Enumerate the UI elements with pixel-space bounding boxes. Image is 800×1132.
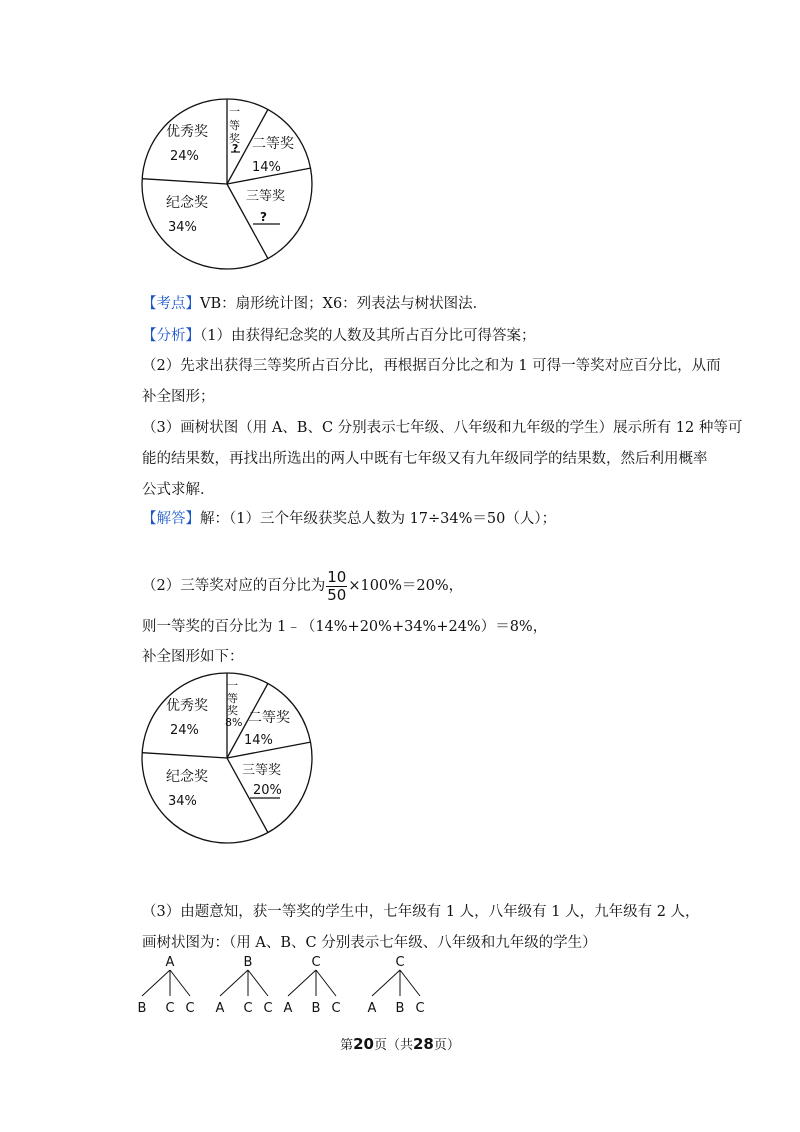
tree-root: B <box>243 955 253 970</box>
label-first-c2: 等 <box>227 692 238 705</box>
tree-leaf: C <box>415 1001 425 1016</box>
tree-leaf: B <box>137 1001 147 1016</box>
page-footer <box>0 1034 800 1053</box>
tree-1 <box>138 955 195 1016</box>
label-third-unknown: ? <box>260 210 267 224</box>
tree-branch <box>288 970 316 996</box>
label-second-pct: 14% <box>252 160 281 175</box>
label-first-pct: 8% <box>225 716 243 729</box>
kaodian-line <box>142 294 487 314</box>
label-second-pct: 14% <box>244 733 273 748</box>
label-third: 三等奖 <box>246 189 286 204</box>
label-first-c3: 奖 <box>227 704 238 717</box>
jieda-line-2b: 则一等奖的百分比为 1﹣（14%+20%+34%+24%）＝8%， <box>142 619 548 635</box>
fenxi-line-1 <box>142 326 535 346</box>
label-first-c2: 等 <box>229 119 240 132</box>
label-second: 二等奖 <box>248 710 290 726</box>
label-second: 二等奖 <box>252 136 294 152</box>
tree-leaf: C <box>185 1001 195 1016</box>
fraction-denominator: 50 <box>327 585 347 604</box>
fenxi-line-3b: 能的结果数，再找出所选出的两人中既有七年级又有九年级同学的结果数，然后利用概率 <box>142 451 708 467</box>
tree-branch <box>170 970 190 996</box>
jieda-tag: 【解答】 <box>142 511 200 527</box>
label-third-pct: 20% <box>253 783 282 798</box>
fenxi-line-3c: 公式求解． <box>142 482 215 498</box>
tree-3 <box>284 955 341 1016</box>
tree-leaf: A <box>367 1001 377 1016</box>
jieda-line-2 <box>142 568 463 604</box>
tree-leaf: C <box>243 1001 253 1016</box>
tree-branch <box>142 970 170 996</box>
jieda-line-3b: 画树状图为：（用 A、B、C 分别表示七年级、八年级和九年级的学生） <box>142 935 597 951</box>
footer-post: 页） <box>433 1038 460 1053</box>
fenxi-line-2a: （2）先求出获得三等奖所占百分比，再根据百分比之和为 1 可得一等奖对应百分比，从而 <box>142 358 721 374</box>
label-commemorative: 纪念奖 <box>166 195 208 211</box>
pie-chart-completed <box>140 668 320 848</box>
label-first-unknown: ? <box>232 142 239 155</box>
tree-leaf: B <box>395 1001 405 1016</box>
kaodian-tag: 【考点】 <box>142 296 200 312</box>
tree-leaf: C <box>331 1001 341 1016</box>
footer-page-number: 20 <box>353 1035 374 1053</box>
label-commemorative-pct: 34% <box>168 794 197 809</box>
jieda-line-3a: （3）由题意知，获一等奖的学生中，七年级有 1 人，八年级有 1 人，九年级有 2 人， <box>142 904 700 920</box>
label-commemorative: 纪念奖 <box>166 769 208 785</box>
label-excellent: 优秀奖 <box>166 698 208 714</box>
label-first-c1: 一 <box>227 679 238 692</box>
jieda-2-post: ×100%＝20%， <box>348 578 464 594</box>
tree-branch <box>400 970 420 996</box>
tree-leaf: C <box>165 1001 175 1016</box>
tree-root: C <box>311 955 321 970</box>
fenxi-line-2b: 补全图形； <box>142 389 215 405</box>
tree-branch <box>220 970 248 996</box>
label-excellent: 优秀奖 <box>166 124 208 140</box>
tree-branch <box>248 970 268 996</box>
jieda-line-2c: 补全图形如下： <box>142 649 244 665</box>
label-first-c3: 奖 <box>229 132 240 145</box>
tree-leaf: C <box>263 1001 273 1016</box>
tree-4 <box>368 955 425 1016</box>
fenxi-line-3a: （3）画树状图（用 A、B、C 分别表示七年级、八年级和九年级的学生）展示所有 12 种等可 <box>142 420 743 436</box>
jieda-line-1 <box>142 509 556 529</box>
label-first-c1: 一 <box>229 105 240 118</box>
footer-total-pages: 28 <box>413 1035 434 1053</box>
pie-chart-original <box>140 94 320 274</box>
label-excellent-pct: 24% <box>170 149 199 164</box>
label-excellent-pct: 24% <box>170 723 199 738</box>
tree-root: A <box>165 955 175 970</box>
fraction <box>326 569 347 604</box>
footer-pre: 第 <box>340 1038 354 1053</box>
jieda-part-1: 解：（1）三个年级获奖总人数为 17÷34%＝50（人）； <box>200 511 557 527</box>
tree-2 <box>216 955 273 1016</box>
tree-diagrams <box>130 954 450 1020</box>
fraction-numerator: 10 <box>327 567 347 586</box>
kaodian-body: VB：扇形统计图；X6：列表法与树状图法． <box>200 296 488 312</box>
tree-leaf: B <box>311 1001 321 1016</box>
tree-branch <box>316 970 336 996</box>
footer-mid: 页（共 <box>373 1038 413 1053</box>
tree-root: C <box>395 955 405 970</box>
tree-leaf: A <box>215 1001 225 1016</box>
fenxi-tag: 【分析】 <box>142 328 200 344</box>
fenxi-part-1: （1）由获得纪念奖的人数及其所占百分比可得答案； <box>200 328 536 344</box>
jieda-2-pre: （2）三等奖对应的百分比为 <box>142 578 326 594</box>
tree-leaf: A <box>283 1001 293 1016</box>
tree-branch <box>372 970 400 996</box>
label-commemorative-pct: 34% <box>168 220 197 235</box>
label-third: 三等奖 <box>242 763 282 778</box>
